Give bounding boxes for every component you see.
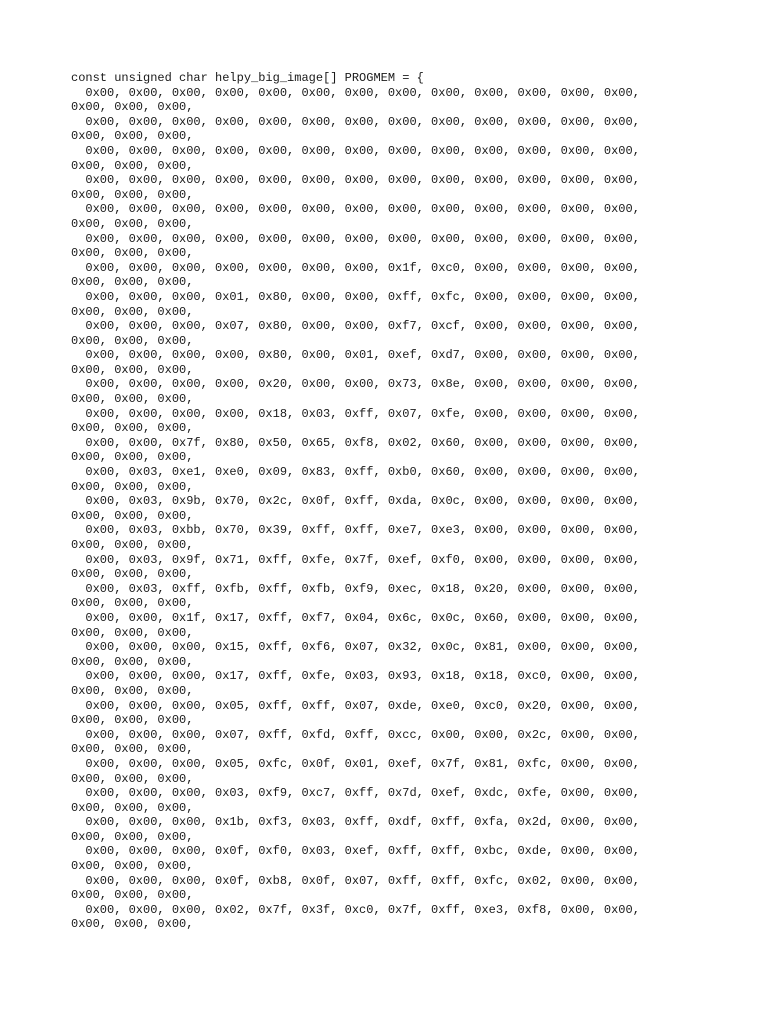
array-row-wrap: 0x00, 0x00, 0x00, [71,479,194,494]
array-row-wrap: 0x00, 0x00, 0x00, [71,246,194,261]
array-row-wrap: 0x00, 0x00, 0x00, [71,596,194,611]
array-row [71,202,711,231]
array-row [71,757,711,786]
array-row [71,319,711,348]
array-row [71,290,711,319]
array-row-values: 0x00, 0x00, 0x00, 0x1b, 0xf3, 0x03, 0xff, 0xdf, 0xff, 0xfa, 0x2d, 0x00, 0x00, [71,815,640,830]
array-row [71,494,711,523]
array-row [71,640,711,669]
array-row [71,115,711,144]
array-row [71,815,711,844]
array-row [71,874,711,903]
array-row-values: 0x00, 0x00, 0x00, 0x00, 0x00, 0x00, 0x00, 0x00, 0x00, 0x00, 0x00, 0x00, 0x00, [71,143,640,158]
array-row [71,611,711,640]
array-row-values: 0x00, 0x03, 0x9b, 0x70, 0x2c, 0x0f, 0xff, 0xda, 0x0c, 0x00, 0x00, 0x00, 0x00, [71,494,640,509]
array-row [71,86,711,115]
array-row-values: 0x00, 0x00, 0x00, 0x00, 0x00, 0x00, 0x00, 0x00, 0x00, 0x00, 0x00, 0x00, 0x00, [71,202,640,217]
array-row [71,144,711,173]
array-row-values: 0x00, 0x00, 0x00, 0x00, 0x18, 0x03, 0xff, 0x07, 0xfe, 0x00, 0x00, 0x00, 0x00, [71,406,640,421]
array-row [71,232,711,261]
array-row [71,173,711,202]
array-row-values: 0x00, 0x00, 0x00, 0x00, 0x20, 0x00, 0x00, 0x73, 0x8e, 0x00, 0x00, 0x00, 0x00, [71,377,640,392]
array-row-wrap: 0x00, 0x00, 0x00, [71,859,194,874]
array-row [71,436,711,465]
array-row [71,728,711,757]
array-row-wrap: 0x00, 0x00, 0x00, [71,917,194,932]
array-row-wrap: 0x00, 0x00, 0x00, [71,275,194,290]
array-row-wrap: 0x00, 0x00, 0x00, [71,625,194,640]
array-row-values: 0x00, 0x03, 0x9f, 0x71, 0xff, 0xfe, 0x7f, 0xef, 0xf0, 0x00, 0x00, 0x00, 0x00, [71,552,640,567]
array-row-values: 0x00, 0x00, 0x00, 0x00, 0x00, 0x00, 0x00, 0x00, 0x00, 0x00, 0x00, 0x00, 0x00, [71,85,640,100]
array-row-wrap: 0x00, 0x00, 0x00, [71,800,194,815]
array-row-wrap: 0x00, 0x00, 0x00, [71,742,194,757]
array-row-wrap: 0x00, 0x00, 0x00, [71,771,194,786]
array-row-values: 0x00, 0x00, 0x00, 0x00, 0x00, 0x00, 0x00, 0x00, 0x00, 0x00, 0x00, 0x00, 0x00, [71,231,640,246]
array-row [71,786,711,815]
array-row [71,903,711,932]
array-row-values: 0x00, 0x00, 0x00, 0x05, 0xff, 0xff, 0x07, 0xde, 0xe0, 0xc0, 0x20, 0x00, 0x00, [71,698,640,713]
array-row-wrap: 0x00, 0x00, 0x00, [71,508,194,523]
array-row-wrap: 0x00, 0x00, 0x00, [71,100,194,115]
code-document [71,71,711,932]
array-row-wrap: 0x00, 0x00, 0x00, [71,421,194,436]
array-row-values: 0x00, 0x00, 0x00, 0x15, 0xff, 0xf6, 0x07, 0x32, 0x0c, 0x81, 0x00, 0x00, 0x00, [71,640,640,655]
array-row-wrap: 0x00, 0x00, 0x00, [71,538,194,552]
array-row-wrap: 0x00, 0x00, 0x00, [71,450,194,465]
array-row [71,407,711,436]
array-row [71,582,711,611]
array-row [71,523,711,552]
array-row-values: 0x00, 0x00, 0x00, 0x02, 0x7f, 0x3f, 0xc0, 0x7f, 0xff, 0xe3, 0xf8, 0x00, 0x00, [71,902,640,917]
array-row-values: 0x00, 0x00, 0x00, 0x07, 0xff, 0xfd, 0xff, 0xcc, 0x00, 0x00, 0x2c, 0x00, 0x00, [71,727,640,742]
array-row-wrap: 0x00, 0x00, 0x00, [71,304,194,319]
array-row [71,553,711,582]
array-row-wrap: 0x00, 0x00, 0x00, [71,829,194,844]
array-row [71,699,711,728]
array-row [71,844,711,873]
array-row-wrap: 0x00, 0x00, 0x00, [71,158,194,173]
array-row-values: 0x00, 0x00, 0x00, 0x00, 0x00, 0x00, 0x00, 0x1f, 0xc0, 0x00, 0x00, 0x00, 0x00, [71,260,640,275]
array-row-values: 0x00, 0x00, 0x00, 0x00, 0x00, 0x00, 0x00, 0x00, 0x00, 0x00, 0x00, 0x00, 0x00, [71,173,640,188]
array-row-values: 0x00, 0x00, 0x00, 0x03, 0xf9, 0xc7, 0xff, 0x7d, 0xef, 0xdc, 0xfe, 0x00, 0x00, [71,786,640,801]
array-row-values: 0x00, 0x00, 0x00, 0x05, 0xfc, 0x0f, 0x01, 0xef, 0x7f, 0x81, 0xfc, 0x00, 0x00, [71,756,640,771]
array-row-values: 0x00, 0x00, 0x00, 0x01, 0x80, 0x00, 0x00, 0xff, 0xfc, 0x00, 0x00, 0x00, 0x00, [71,289,640,304]
array-row-wrap: 0x00, 0x00, 0x00, [71,362,194,377]
array-row [71,377,711,406]
array-row-values: 0x00, 0x03, 0xe1, 0xe0, 0x09, 0x83, 0xff, 0xb0, 0x60, 0x00, 0x00, 0x00, 0x00, [71,465,640,480]
array-row [71,465,711,494]
array-row-wrap: 0x00, 0x00, 0x00, [71,333,194,348]
array-row-values: 0x00, 0x00, 0x00, 0x00, 0x80, 0x00, 0x01, 0xef, 0xd7, 0x00, 0x00, 0x00, 0x00, [71,348,640,363]
array-row-wrap: 0x00, 0x00, 0x00, [71,683,194,698]
array-row-values: 0x00, 0x00, 0x00, 0x07, 0x80, 0x00, 0x00, 0xf7, 0xcf, 0x00, 0x00, 0x00, 0x00, [71,319,640,334]
array-rows [71,86,711,932]
array-row [71,261,711,290]
array-row-wrap: 0x00, 0x00, 0x00, [71,216,194,231]
array-row-values: 0x00, 0x00, 0x7f, 0x80, 0x50, 0x65, 0xf8, 0x02, 0x60, 0x00, 0x00, 0x00, 0x00, [71,435,640,450]
array-row-wrap: 0x00, 0x00, 0x00, [71,654,194,669]
array-row-values: 0x00, 0x00, 0x00, 0x0f, 0xf0, 0x03, 0xef, 0xff, 0xff, 0xbc, 0xde, 0x00, 0x00, [71,844,640,859]
array-row-values: 0x00, 0x00, 0x00, 0x0f, 0xb8, 0x0f, 0x07, 0xff, 0xff, 0xfc, 0x02, 0x00, 0x00, [71,873,640,888]
array-row-values: 0x00, 0x03, 0xff, 0xfb, 0xff, 0xfb, 0xf9, 0xec, 0x18, 0x20, 0x00, 0x00, 0x00, [71,581,640,596]
array-declaration-line: const unsigned char helpy_big_image[] PROGMEM = { [71,71,424,85]
array-row [71,348,711,377]
array-row [71,669,711,698]
array-row-wrap: 0x00, 0x00, 0x00, [71,392,194,407]
array-row-wrap: 0x00, 0x00, 0x00, [71,888,194,903]
array-row-wrap: 0x00, 0x00, 0x00, [71,567,194,582]
array-row-wrap: 0x00, 0x00, 0x00, [71,129,194,144]
array-row-values: 0x00, 0x03, 0xbb, 0x70, 0x39, 0xff, 0xff, 0xe7, 0xe3, 0x00, 0x00, 0x00, 0x00, [71,523,640,538]
array-row-values: 0x00, 0x00, 0x00, 0x17, 0xff, 0xfe, 0x03, 0x93, 0x18, 0x18, 0xc0, 0x00, 0x00, [71,669,640,684]
array-row-values: 0x00, 0x00, 0x1f, 0x17, 0xff, 0xf7, 0x04, 0x6c, 0x0c, 0x60, 0x00, 0x00, 0x00, [71,610,640,625]
array-row-wrap: 0x00, 0x00, 0x00, [71,187,194,202]
array-row-wrap: 0x00, 0x00, 0x00, [71,713,194,728]
array-row-values: 0x00, 0x00, 0x00, 0x00, 0x00, 0x00, 0x00, 0x00, 0x00, 0x00, 0x00, 0x00, 0x00, [71,114,640,129]
